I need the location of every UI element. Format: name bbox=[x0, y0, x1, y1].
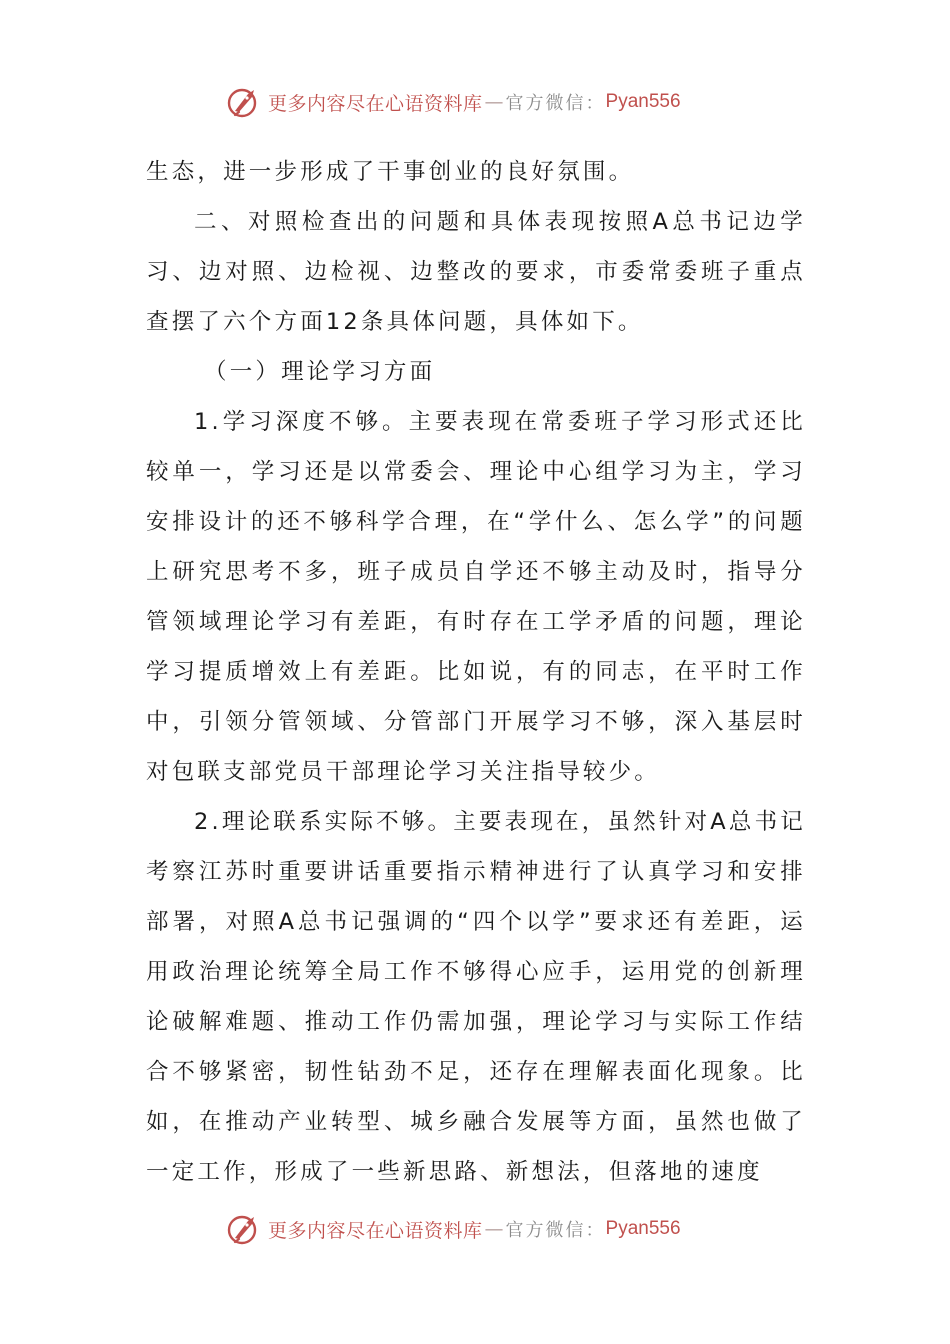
footer-brand-text: 更多内容尽在心语资料库 bbox=[268, 1219, 483, 1242]
footer-dash: — bbox=[484, 1218, 504, 1240]
document-body bbox=[146, 147, 806, 1197]
footer-wechat-label: 官方微信： bbox=[505, 1220, 606, 1241]
subsection-heading-theory: （一）理论学习方面 bbox=[204, 359, 436, 385]
header-wechat-id: Pyan556 bbox=[605, 91, 681, 112]
item-2-paragraph: 2.理论联系实际不够。主要表现在，虽然针对A总书记考察江苏时重要讲话重要指示精神进行了认真学习和安排部署，对照A总书记强调的“四个以学”要求还有差距，运用政治理论统筹全局工作不够得心应手，运用党的创新理论破解难题、推动工作仍需加强，理论学习与实际工作结合不够紧密，韧性钻劲不足，还存在理解表面化现象。比如，在推动产业转型、城乡融合发展等方面，虽然也做了一定工作，形成了一些新思路、新想法，但落地的速度 bbox=[146, 809, 806, 1185]
header-brand-text: 更多内容尽在心语资料库 bbox=[268, 92, 483, 115]
section-two-intro: 二、对照检查出的问题和具体表现按照A总书记边学习、边对照、边检视、边整改的要求，市委常委班子重点查摆了六个方面12条具体问题，具体如下。 bbox=[146, 209, 806, 335]
footer-watermark bbox=[226, 1209, 746, 1249]
paragraph-continuation: 生态，进一步形成了干事创业的良好氛围。 bbox=[146, 159, 635, 185]
pen-nib-logo-icon bbox=[226, 84, 262, 120]
header-dash: — bbox=[484, 91, 504, 113]
pen-nib-logo-icon bbox=[226, 1211, 262, 1247]
footer-wechat-id: Pyan556 bbox=[605, 1218, 681, 1239]
header-watermark bbox=[226, 82, 746, 122]
item-1-paragraph: 1.学习深度不够。主要表现在常委班子学习形式还比较单一，学习还是以常委会、理论中心组学习为主，学习安排设计的还不够科学合理，在“学什么、怎么学”的问题上研究思考不多，班子成员自学还不够主动及时，指导分管领域理论学习有差距，有时存在工学矛盾的问题，理论学习提质增效上有差距。比如说，有的同志，在平时工作中，引领分管领域、分管部门开展学习不够，深入基层时对包联支部党员干部理论学习关注指导较少。 bbox=[146, 409, 806, 785]
header-wechat-label: 官方微信： bbox=[505, 93, 606, 114]
